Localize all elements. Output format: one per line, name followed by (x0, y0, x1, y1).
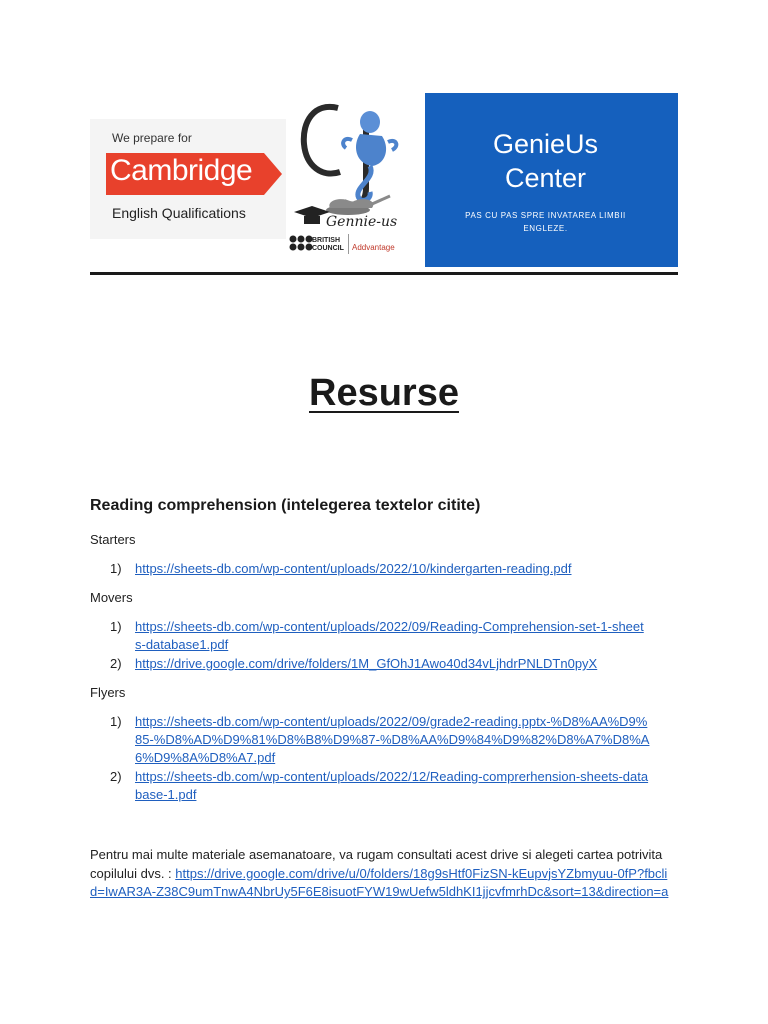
genius-tagline-line2: ENGLEZE. (523, 224, 568, 233)
footer-paragraph (90, 846, 670, 902)
gennie-us-logo (286, 92, 408, 268)
british-council-name: BRITISH COUNCIL (312, 237, 344, 252)
cambridge-brand: Cambridge (110, 154, 253, 187)
list-number: 2) (110, 656, 122, 671)
addvantage-label: Addvantage (352, 243, 395, 252)
drive-link[interactable]: https://drive.google.com/drive/u/0/folders/18g9sHtf0FizSN-kEupvjsYZbmyuu-0fP?fbclid=IwAR3A-Z38C9umTnwA4NbrUy5F6E8isuotFYW19wUefw5ldhKI1jjcvfmrhDc&sort=13&direction=a (90, 865, 669, 899)
list-item (110, 560, 670, 578)
cambridge-logo (90, 119, 286, 239)
page-title (0, 372, 768, 415)
genius-title-line1: GenieUs (492, 129, 599, 159)
movers-link-list (110, 618, 650, 674)
footer-text: Pentru mai multe materiale asemanatoare, va rugam consultati acest drive si alegeti cartea potrivita copilului dvs. : (90, 847, 663, 881)
cambridge-tagline: We prepare for (112, 131, 192, 145)
resource-link[interactable]: https://sheets-db.com/wp-content/uploads/2022/12/Reading-comprerhension-sheets-database-1.pdf (135, 769, 649, 802)
list-number: 2) (110, 769, 122, 784)
resource-link[interactable]: https://sheets-db.com/wp-content/uploads/2022/09/Reading-Comprehension-set-1-sheets-database1.pdf (135, 619, 644, 652)
genie-illustration (286, 92, 408, 232)
genius-center-block (425, 93, 678, 267)
header-divider (90, 272, 678, 275)
genius-tagline (425, 209, 666, 235)
page-title-text: Resurse (309, 372, 459, 414)
level-label-starters: Starters (90, 532, 136, 547)
cambridge-subtitle: English Qualifications (112, 205, 246, 221)
header-banner (90, 92, 678, 268)
flyers-link-list (110, 713, 650, 805)
level-label-flyers: Flyers (90, 685, 126, 700)
list-number: 1) (110, 561, 122, 576)
genius-tagline-line1: PAS CU PAS SPRE INVATAREA LIMBII (465, 211, 626, 220)
list-number: 1) (110, 619, 122, 634)
genius-title-line2: Center (504, 163, 587, 193)
list-item (110, 713, 650, 767)
cambridge-arrow-shape (264, 153, 282, 195)
resource-link[interactable]: https://drive.google.com/drive/folders/1M_GfOhJ1Awo40d34vLjhdrPNLDTn0pyX (135, 656, 598, 671)
list-item (110, 618, 650, 654)
resource-link[interactable]: https://sheets-db.com/wp-content/uploads/2022/10/kindergarten-reading.pdf (135, 561, 572, 576)
list-item (110, 655, 650, 673)
list-number: 1) (110, 714, 122, 729)
starters-link-list (110, 560, 670, 579)
list-item (110, 768, 650, 804)
level-label-movers: Movers (90, 590, 133, 605)
gennie-us-script: Gennie-us (326, 214, 398, 230)
section-heading: Reading comprehension (intelegerea textelor citite) (90, 497, 481, 514)
genius-title (425, 127, 666, 195)
resource-link[interactable]: https://sheets-db.com/wp-content/uploads/2022/09/grade2-reading.pptx-%D8%AA%D9%85-%D8%AD%D9%81%D8%B8%D9%87-%D8%AA%D9%84%D9%82%D8%A7%D8%A6%D9%8A%D8%A7.pdf (135, 714, 650, 765)
